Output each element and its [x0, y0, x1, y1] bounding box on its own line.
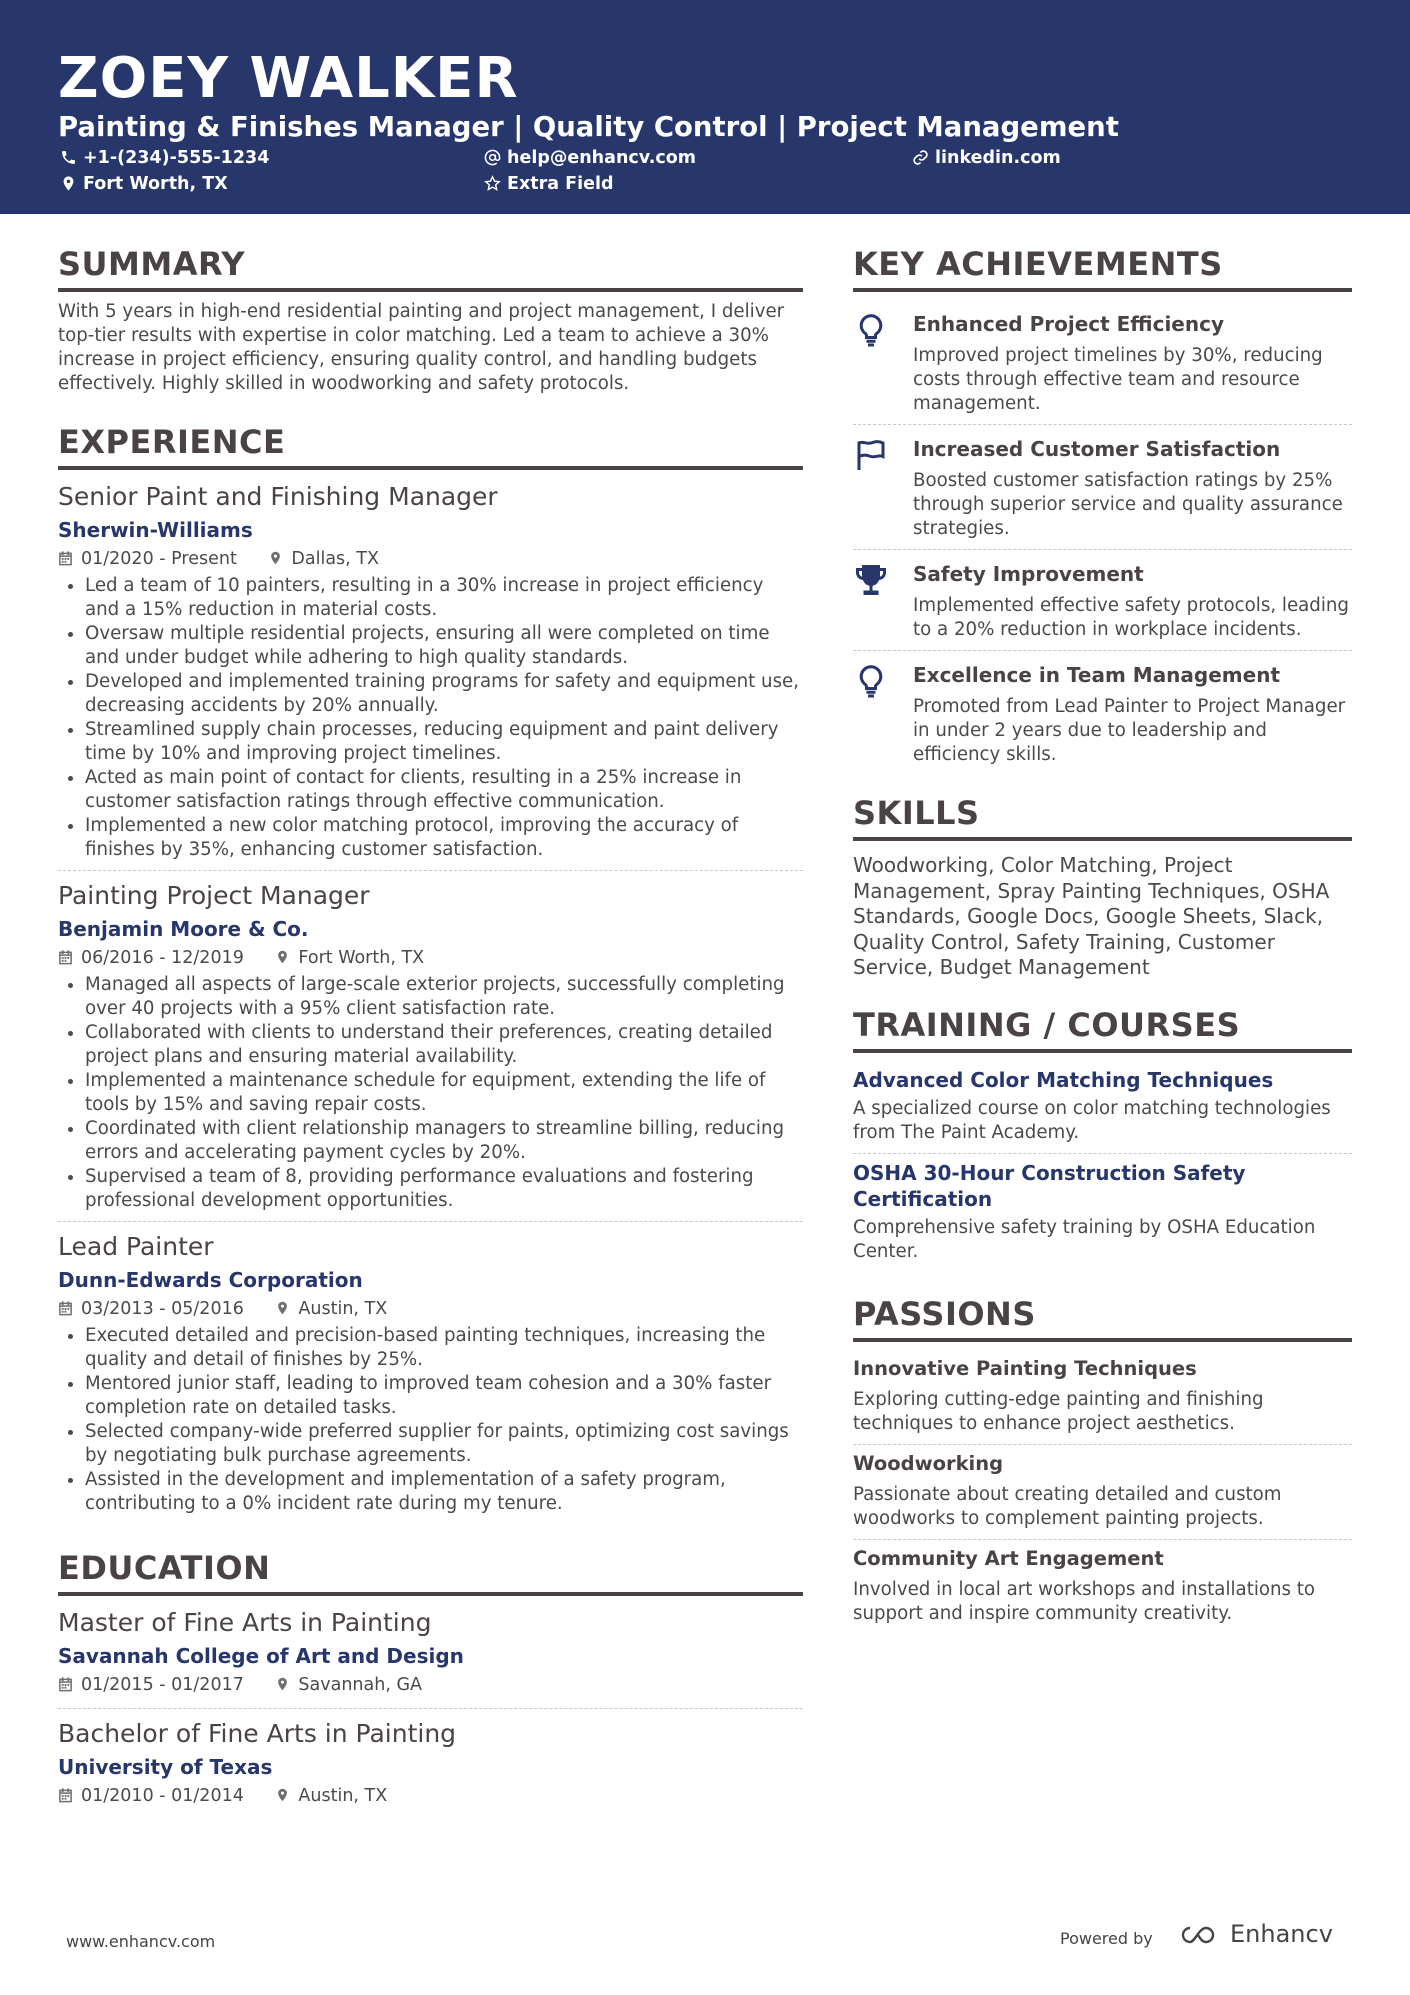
contact-linkedin[interactable] [912, 146, 1061, 170]
achievement-item [853, 651, 1352, 775]
bullet-item: • Mentored junior staff, leading to improved team cohesion and a 30% faster completion rate on detailed tasks. [85, 1372, 803, 1420]
education-heading: EDUCATION [58, 1544, 803, 1596]
education-location: Austin, TX [298, 1786, 388, 1806]
enhancv-logo-icon [1180, 1924, 1226, 1946]
course-text: Comprehensive safety training by OSHA Education Center. [853, 1216, 1316, 1262]
summary-text: With 5 years in high-end residential painting and project management, I deliver top-tier results with expertise in color matching. Led a team to achieve a 30% increase in project efficiency, ensuring quality control, and handling budgets effectively. Highly skilled in woodworking and safety protocols. [58, 301, 785, 394]
job-dates: 06/2016 - 12/2019 [81, 948, 244, 968]
school-name: University of Texas [58, 1755, 273, 1779]
extra-text: Extra Field [507, 174, 614, 194]
job-title: Painting Project Manager [58, 881, 370, 910]
passion-text: Exploring cutting-edge painting and finishing techniques to enhance project aesthetics. [853, 1388, 1264, 1434]
passion-text: Passionate about creating detailed and custom woodworks to complement painting projects. [853, 1483, 1282, 1529]
bullet-item: • Streamlined supply chain processes, reducing equipment and paint delivery time by 10% and improving project timelines. [85, 718, 803, 766]
achievement-item [853, 550, 1352, 651]
job-location: Fort Worth, TX [298, 948, 425, 968]
job-location: Austin, TX [298, 1299, 388, 1319]
education-location: Savannah, GA [298, 1675, 422, 1695]
education-meta [58, 1783, 803, 1809]
education-dates: 01/2010 - 01/2014 [81, 1786, 244, 1806]
course-title: OSHA 30-Hour Construction Safety Certification [853, 1160, 1246, 1211]
experience-entry [58, 478, 803, 871]
job-dates: 03/2013 - 05/2016 [81, 1299, 244, 1319]
bullet-item: • Executed detailed and precision-based painting techniques, increasing the quality and detail of finishes by 25%. [85, 1324, 803, 1372]
education-entry [58, 1715, 803, 1819]
bullet-item: • Assisted in the development and implementation of a safety program, contributing to a 0% incident rate during my tenure. [85, 1468, 803, 1516]
bullet-item: • Selected company-wide preferred supplier for paints, optimizing cost savings by negotiating bulk purchase agreements. [85, 1420, 803, 1468]
skills-list: Woodworking, Color Matching, Project Management, Spray Painting Techniques, OSHA Standards, Google Docs, Google Sheets, Slack, Quality Control, Safety Training, Customer Service, Budget Management [853, 853, 1330, 979]
achievement-text: Improved project timelines by 30%, reducing costs through effective team and resource management. [913, 345, 1323, 414]
course-text: A specialized course on color matching technologies from The Paint Academy. [853, 1097, 1331, 1143]
phone-icon [60, 149, 77, 166]
job-bullets [58, 574, 803, 862]
achievements-heading: KEY ACHIEVEMENTS [853, 240, 1352, 292]
bullet-item: • Led a team of 10 painters, resulting in a 30% increase in project efficiency and a 15% reduction in material costs. [85, 574, 803, 622]
location-pin-icon [268, 550, 283, 566]
job-meta [58, 945, 803, 971]
summary-heading: SUMMARY [58, 240, 803, 292]
contact-email[interactable] [484, 146, 696, 170]
company-name: Dunn-Edwards Corporation [58, 1268, 363, 1292]
lightbulb-icon [853, 312, 889, 348]
left-column [58, 240, 803, 1825]
job-meta [58, 546, 803, 572]
education-meta [58, 1672, 803, 1698]
achievement-text: Promoted from Lead Painter to Project Manager in under 2 years due to leadership and efficiency skills. [913, 696, 1346, 765]
achievement-text: Boosted customer satisfaction ratings by 25% through superior service and quality assurance strategies. [913, 470, 1343, 539]
bullet-item: • Implemented a maintenance schedule for equipment, extending the life of tools by 15% and saving repair costs. [85, 1069, 803, 1117]
bullet-item: • Managed all aspects of large-scale exterior projects, successfully completing over 40 projects with a 95% client satisfaction rate. [85, 973, 803, 1021]
headline: Painting & Finishes Manager | Quality Control | Project Management [58, 111, 1119, 143]
achievement-title: Excellence in Team Management [913, 663, 1281, 687]
bullet-item: • Supervised a team of 8, providing performance evaluations and fostering professional development opportunities. [85, 1165, 803, 1213]
trophy-icon [853, 562, 889, 598]
job-location: Dallas, TX [291, 549, 379, 569]
location-pin-icon [60, 175, 77, 192]
linkedin-text: linkedin.com [935, 148, 1061, 168]
achievement-text: Implemented effective safety protocols, leading to a 20% reduction in workplace incidents. [913, 595, 1349, 640]
flag-icon [853, 437, 889, 473]
calendar-icon [58, 550, 73, 566]
enhancv-logo[interactable] [1180, 1920, 1333, 1948]
achievement-title: Enhanced Project Efficiency [913, 312, 1225, 336]
course-item [853, 1154, 1352, 1272]
skills-heading: SKILLS [853, 789, 1352, 841]
passion-title: Innovative Painting Techniques [853, 1356, 1197, 1380]
right-column [853, 240, 1352, 1634]
star-icon [484, 175, 501, 192]
job-title: Senior Paint and Finishing Manager [58, 482, 498, 511]
calendar-icon [58, 1787, 73, 1803]
achievement-item [853, 300, 1352, 425]
footer-brand: Enhancv [1230, 1920, 1333, 1948]
achievement-title: Safety Improvement [913, 562, 1144, 586]
job-bullets [58, 1324, 803, 1516]
job-bullets [58, 973, 803, 1213]
experience-entry [58, 877, 803, 1222]
job-title: Lead Painter [58, 1232, 214, 1261]
link-icon [912, 149, 929, 166]
company-name: Sherwin-Williams [58, 518, 253, 542]
degree-title: Master of Fine Arts in Painting [58, 1608, 432, 1637]
passion-text: Involved in local art workshops and installations to support and inspire community creativity. [853, 1578, 1316, 1624]
passion-title: Community Art Engagement [853, 1546, 1164, 1570]
bullet-item: • Oversaw multiple residential projects, ensuring all were completed on time and under budget while adhering to high quality standards. [85, 622, 803, 670]
calendar-icon [58, 1300, 73, 1316]
education-dates: 01/2015 - 01/2017 [81, 1675, 244, 1695]
bullet-item: • Collaborated with clients to understand their preferences, creating detailed project plans and ensuring material availability. [85, 1021, 803, 1069]
education-entry [58, 1604, 803, 1709]
job-dates: 01/2020 - Present [81, 549, 237, 569]
passion-item [853, 1445, 1352, 1540]
candidate-name: ZOEY WALKER [58, 46, 519, 111]
company-name: Benjamin Moore & Co. [58, 917, 309, 941]
calendar-icon [58, 949, 73, 965]
passion-item [853, 1540, 1352, 1634]
location-text: Fort Worth, TX [83, 174, 228, 194]
course-item [853, 1061, 1352, 1154]
job-meta [58, 1296, 803, 1322]
experience-heading: EXPERIENCE [58, 418, 803, 470]
bullet-item: • Coordinated with client relationship managers to streamline billing, reducing errors and accelerating payment cycles by 20%. [85, 1117, 803, 1165]
contact-location [60, 172, 228, 196]
achievement-title: Increased Customer Satisfaction [913, 437, 1281, 461]
passions-heading: PASSIONS [853, 1290, 1352, 1342]
location-pin-icon [275, 1300, 290, 1316]
calendar-icon [58, 1676, 73, 1692]
location-pin-icon [275, 949, 290, 965]
footer-url[interactable]: www.enhancv.com [66, 1932, 216, 1951]
footer-powered-by: Powered by [1060, 1929, 1153, 1948]
degree-title: Bachelor of Fine Arts in Painting [58, 1719, 457, 1748]
email-text: help@enhancv.com [507, 148, 697, 168]
passion-title: Woodworking [853, 1451, 1004, 1475]
school-name: Savannah College of Art and Design [58, 1644, 464, 1668]
lightbulb-icon [853, 663, 889, 699]
passion-item [853, 1350, 1352, 1445]
contact-phone[interactable] [60, 146, 269, 170]
experience-entry [58, 1228, 803, 1524]
bullet-item: • Developed and implemented training programs for safety and equipment use, decreasing accidents by 20% annually. [85, 670, 803, 718]
resume-header [0, 0, 1410, 214]
location-pin-icon [275, 1787, 290, 1803]
achievement-item [853, 425, 1352, 550]
bullet-item: • Implemented a new color matching protocol, improving the accuracy of finishes by 35%, enhancing customer satisfaction. [85, 814, 803, 862]
bullet-item: • Acted as main point of contact for clients, resulting in a 25% increase in customer satisfaction ratings through effective communication. [85, 766, 803, 814]
course-title: Advanced Color Matching Techniques [853, 1067, 1274, 1092]
contact-extra [484, 172, 614, 196]
at-icon [484, 149, 501, 166]
location-pin-icon [275, 1676, 290, 1692]
training-heading: TRAINING / COURSES [853, 1001, 1352, 1053]
phone-text: +1-(234)-555-1234 [83, 148, 270, 168]
